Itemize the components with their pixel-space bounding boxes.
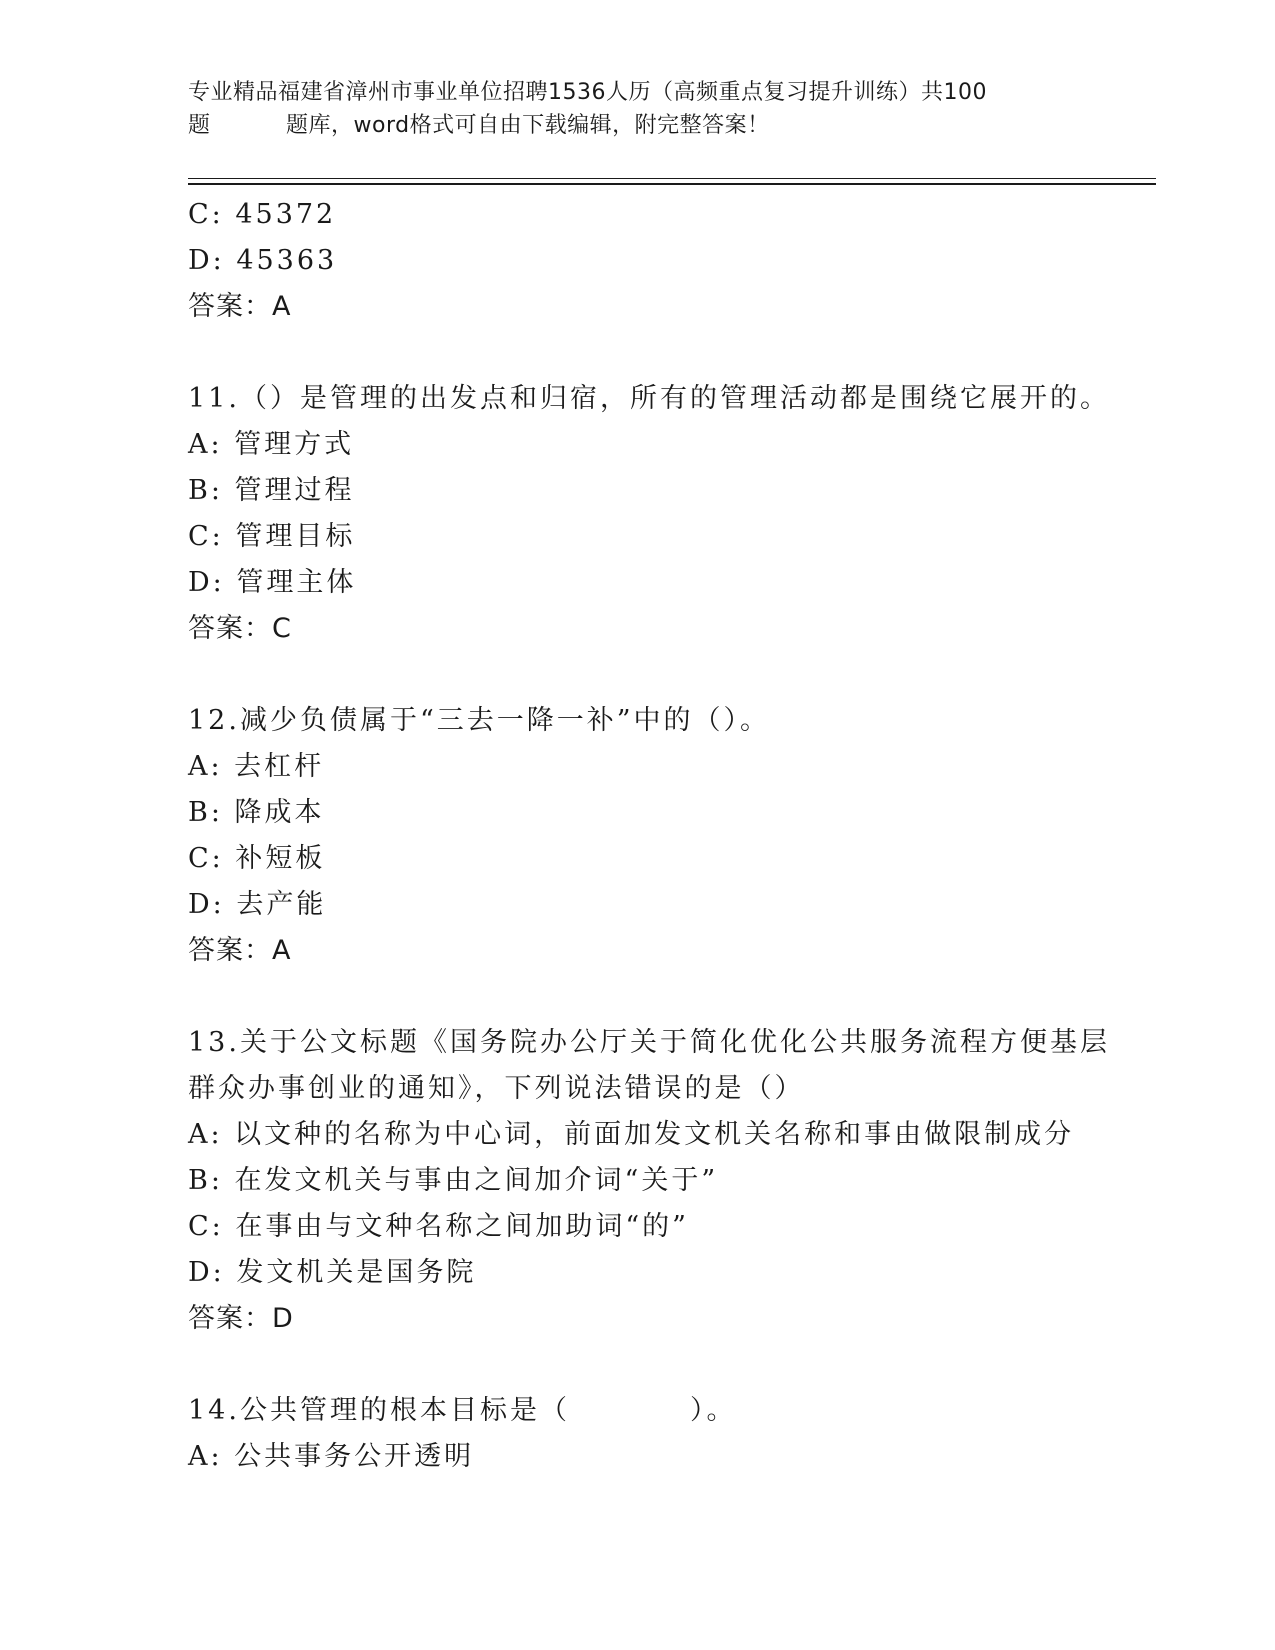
option-d: D: 管理主体: [188, 567, 357, 598]
answer-line: 答案：D: [188, 1303, 294, 1334]
header-title-line2-first: 题: [188, 113, 211, 138]
header-divider-thick: [188, 183, 1156, 185]
spacer: [188, 974, 1148, 1020]
question-10-tail: [188, 192, 1148, 330]
spacer: [188, 1342, 1148, 1388]
option-b: B: 降成本: [188, 797, 325, 828]
option-a: A: 公共事务公开透明: [188, 1441, 475, 1472]
spacer: [188, 330, 1148, 376]
header-title-line1: 专业精品福建省漳州市事业单位招聘1536人历（高频重点复习提升训练）共100: [188, 80, 987, 105]
question-14: [188, 1388, 1148, 1480]
option-a: A: 管理方式: [188, 429, 355, 460]
option-c: C: 补短板: [188, 843, 326, 874]
answer-line: 答案：A: [188, 935, 292, 966]
option-d: D: 发文机关是国务院: [188, 1257, 477, 1288]
option-a: A: 去杠杆: [188, 751, 325, 782]
question-stem-line1: 13.关于公文标题《国务院办公厅关于简化优化公共服务流程方便基层: [188, 1027, 1110, 1058]
question-13: [188, 1020, 1148, 1342]
header-divider-thin: [188, 178, 1156, 179]
option-c: C: 管理目标: [188, 521, 356, 552]
option-b: B: 在发文机关与事由之间加介词“关于”: [188, 1165, 719, 1196]
answer-line: 答案：A: [188, 291, 292, 322]
question-stem-line2: 群众办事创业的通知》，下列说法错误的是（）: [188, 1073, 805, 1104]
question-stem: 12.减少负债属于“三去一降一补”中的（）。: [188, 705, 771, 736]
document-header: [188, 76, 1108, 142]
option-c: C: 在事由与文种名称之间加助词“的”: [188, 1211, 689, 1242]
question-11: [188, 376, 1148, 652]
question-12: [188, 698, 1148, 974]
question-stem: 11.（）是管理的出发点和归宿，所有的管理活动都是围绕它展开的。: [188, 383, 1110, 414]
option-a: A: 以文种的名称为中心词，前面加发文机关名称和事由做限制成分: [188, 1119, 1075, 1150]
header-title-line2: [188, 109, 1108, 142]
option-d: D: 去产能: [188, 889, 327, 920]
question-stem: 14.公共管理的根本目标是（ ）。: [188, 1395, 737, 1426]
answer-line: 答案：C: [188, 613, 292, 644]
option-b: B: 管理过程: [188, 475, 355, 506]
option-d: D: 45363: [188, 245, 338, 276]
spacer: [188, 652, 1148, 698]
option-c: C: 45372: [188, 199, 337, 230]
document-body: [188, 192, 1148, 1480]
header-title-line2-rest: 题库，word格式可自由下载编辑，附完整答案！: [286, 113, 770, 138]
